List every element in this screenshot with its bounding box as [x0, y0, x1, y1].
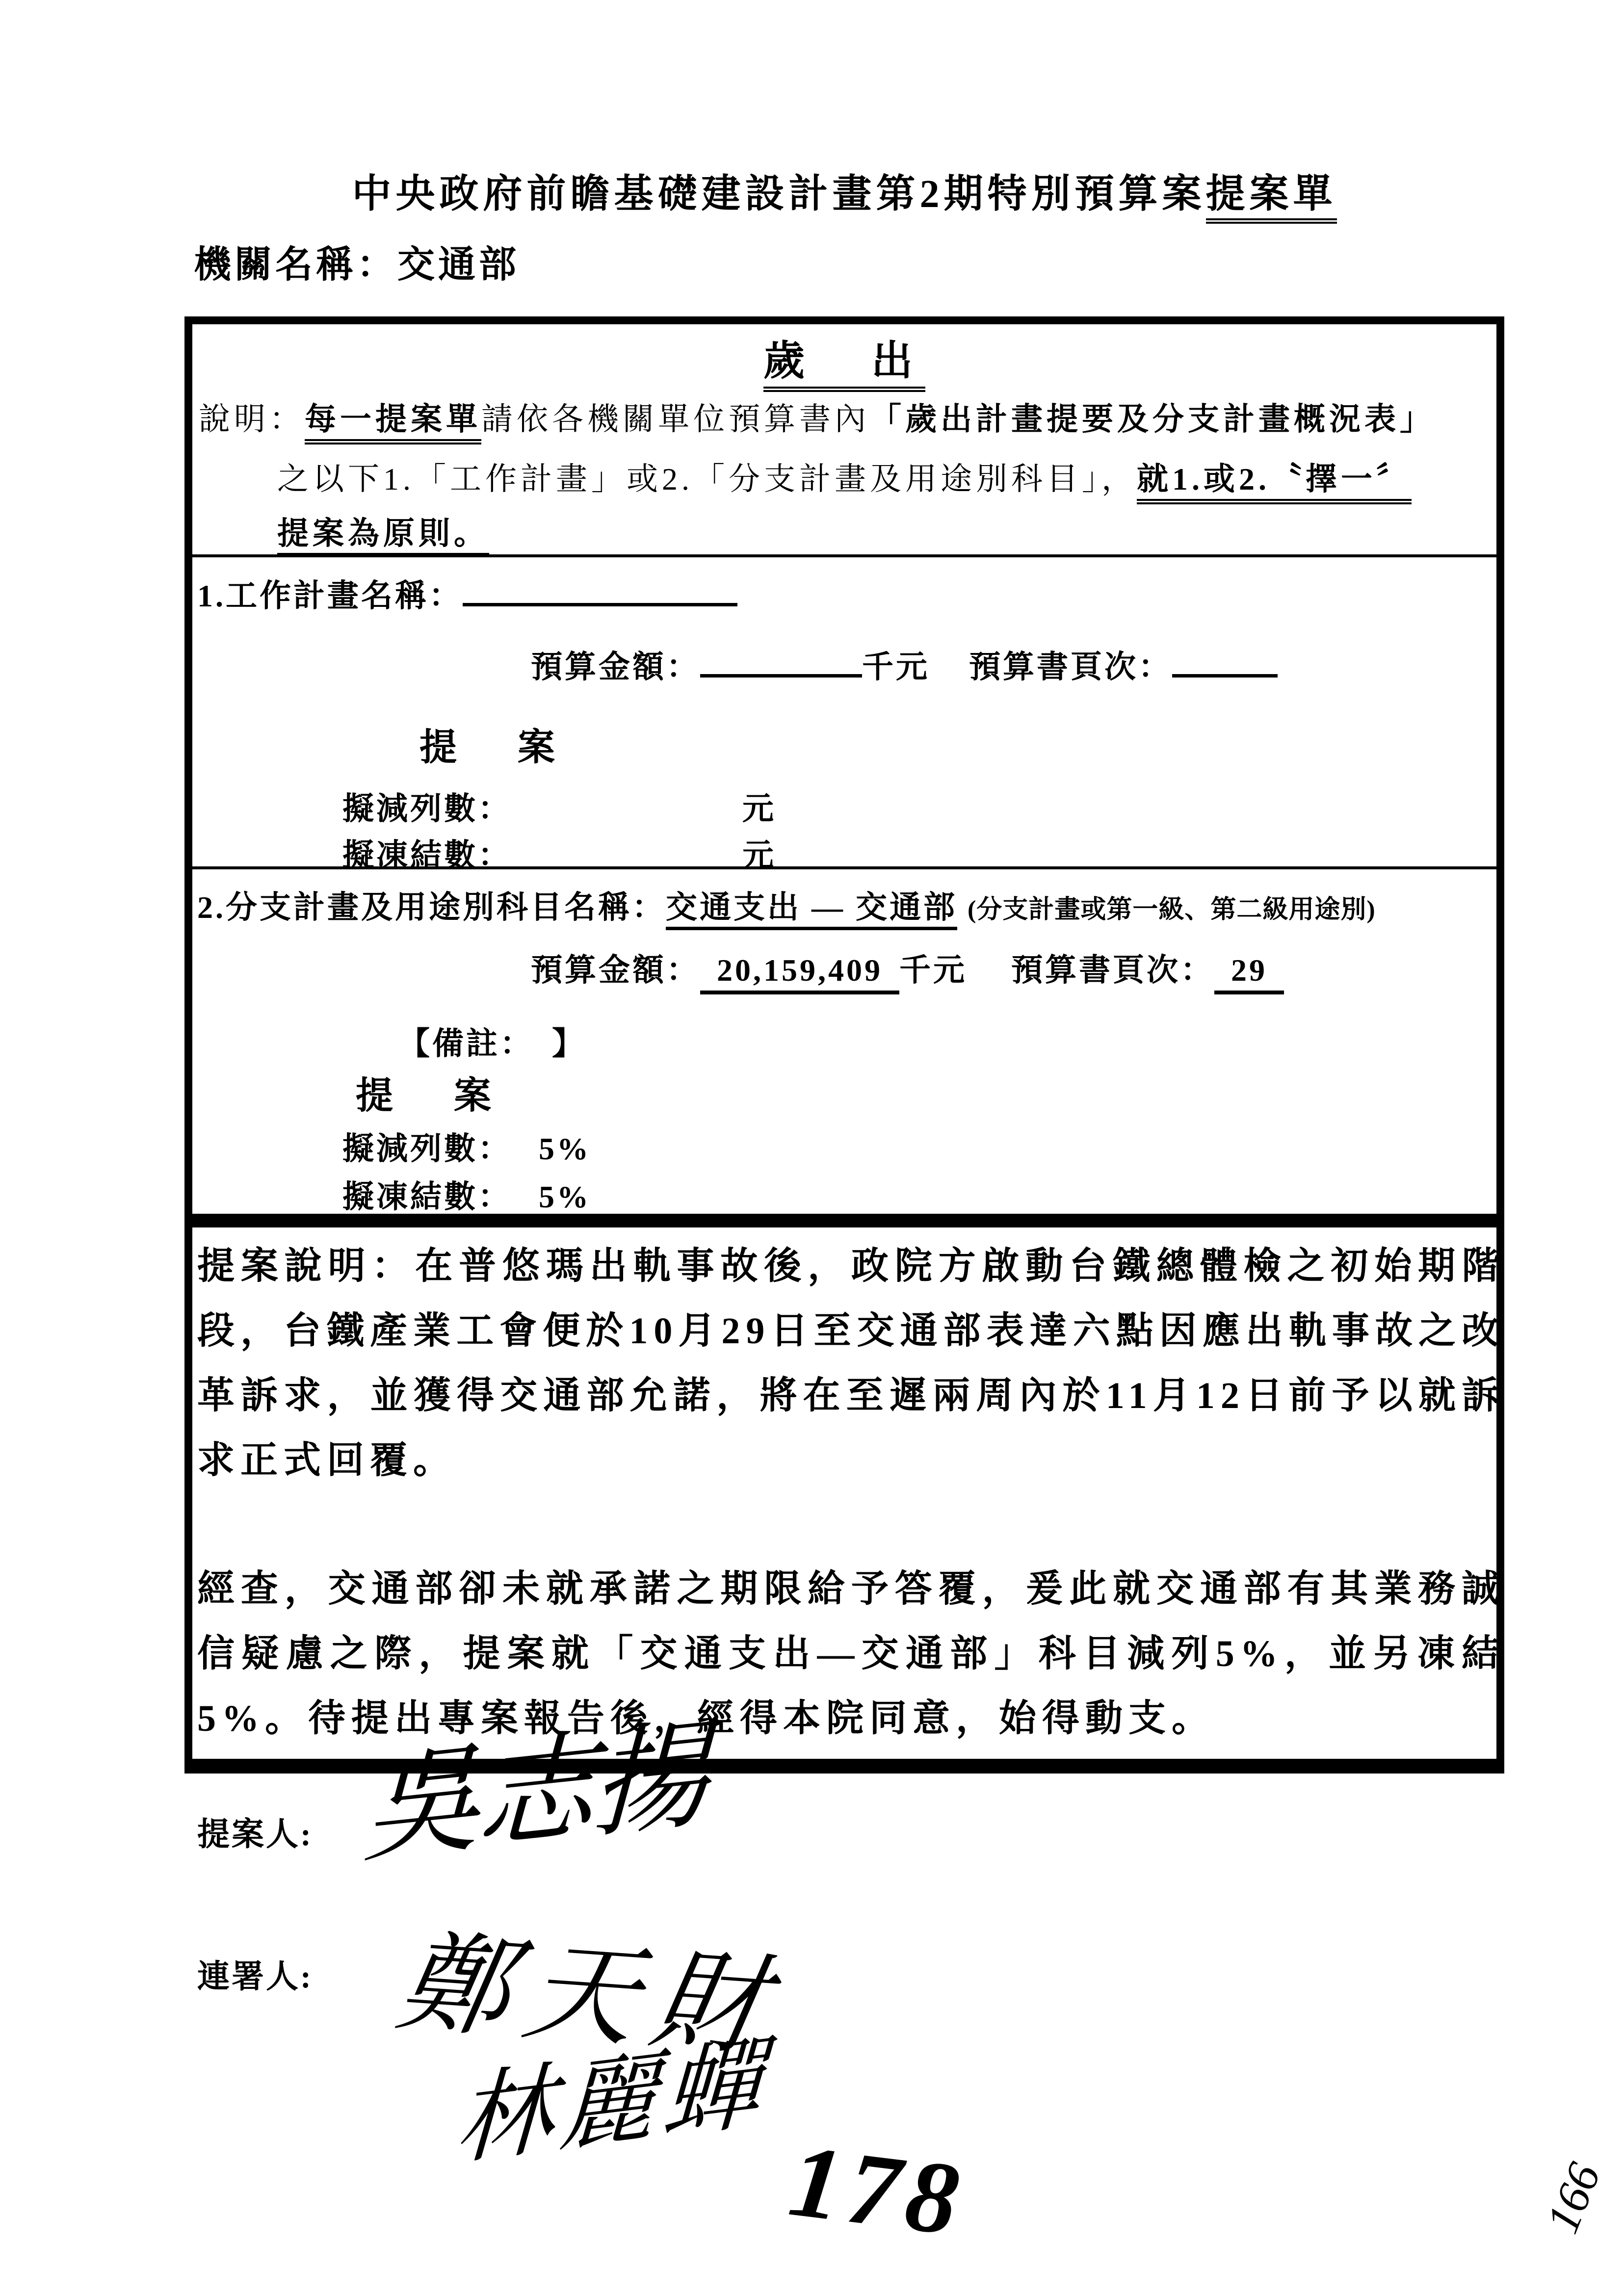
item2-cut-value: 5% [539, 1131, 591, 1166]
item1-cut-unit: 元 [742, 791, 776, 826]
item1-freeze-row [342, 830, 776, 875]
instruction-line-1 [199, 394, 1435, 439]
item2-freeze-value: 5% [539, 1179, 591, 1214]
item2-page-label: 預算書頁次： [1011, 953, 1214, 988]
item1-budget-unit: 千元 [862, 650, 930, 684]
item2-subject: 交通支出 — 交通部 [666, 890, 957, 930]
document-title-underlined: 提案單 [1206, 173, 1337, 224]
agency-line [194, 235, 520, 288]
item2-budget-unit: 千元 [899, 953, 967, 988]
agency-label: 機關名稱： [194, 244, 397, 286]
item1-freeze-unit: 元 [742, 838, 776, 873]
item2-subject-note: (分支計畫或第一級、第二級用途別) [968, 896, 1376, 924]
item1-budget-row [531, 642, 1278, 687]
item1-proposal-header: 提 案 [419, 727, 567, 768]
instruction-emphasis-2: 就1.或2.〝擇一〞 [1137, 462, 1412, 504]
item1-budget-label: 預算金額： [531, 650, 700, 684]
item1-cut-label: 擬減列數： [342, 791, 512, 826]
signature-cosigner-1: 鄭天財 [389, 1922, 791, 2070]
item2-cut-row [342, 1123, 591, 1169]
item2-name-label: 2.分支計畫及用途別科目名稱： [197, 890, 666, 925]
instruction-emphasis-3: 提案為原則。 [277, 516, 489, 556]
item1-freeze-label: 擬凍結數： [342, 838, 512, 873]
proposal-explanation [197, 1234, 1505, 1751]
agency-value: 交通部 [397, 244, 520, 286]
instruction-emphasis-1: 每一提案單 [305, 402, 481, 444]
instruction-text-2: 之以下1.「工作計畫」或2.「分支計畫及用途別科目」， [277, 462, 1137, 496]
item2-freeze-row [342, 1172, 591, 1217]
section-header-expenditure [184, 328, 1504, 387]
handwritten-tally-number: 178 [784, 2123, 971, 2258]
item2-budget-label: 預算金額： [531, 953, 700, 988]
explanation-paragraph-1: 提案說明：在普悠瑪出軌事故後，政院方啟動台鐵總體檢之初始期階段，台鐵產業工會便於10月29日至交通部表達六點因應出軌事故之改革訴求，並獲得交通部允諾，將在至遲兩周內於11月12日前予以就訴求正式回覆。 [197, 1246, 1505, 1481]
item1-cut-row [342, 783, 776, 829]
item1-name-blank [463, 574, 737, 606]
item1-name-label: 1.工作計畫名稱： [197, 578, 463, 613]
item2-budget-row [531, 945, 1284, 990]
document-title [184, 162, 1504, 218]
item2-budget-value: 20,159,409 [700, 953, 899, 994]
item1-page-label: 預算書頁次： [969, 650, 1172, 684]
item2-page-value: 29 [1214, 953, 1284, 994]
instruction-line-3 [277, 508, 489, 553]
explanation-paragraph-2: 經查，交通部卻未就承諾之期限給予答覆，爰此就交通部有其業務誠信疑慮之際，提案就「交通支出—交通部」科目減列5%，並另凍結5%。待提出專案報告後，經得本院同意，始得動支。 [197, 1568, 1505, 1739]
cosigner-label: 連署人: [197, 1959, 313, 1995]
item2-remark: 【備註： 】 [398, 1026, 586, 1061]
item1-name-row [197, 571, 737, 616]
item2-cut-label: 擬減列數： [342, 1131, 512, 1166]
item2-name-row [197, 882, 1376, 927]
signature-cosigner-2: 林麗蟬 [453, 2029, 769, 2177]
item1-page-blank [1172, 646, 1278, 678]
item2-proposal-header: 提 案 [356, 1075, 503, 1117]
instruction-text-1: 請依各機關單位預算書內 [481, 402, 870, 437]
signature-proposer: 吳志揚 [361, 1709, 708, 1877]
item1-budget-blank [700, 646, 862, 678]
instruction-quote: 「歲出計畫提要及分支計畫概況表」 [870, 402, 1435, 437]
proposer-label: 提案人: [197, 1817, 313, 1852]
instruction-line-2 [277, 454, 1412, 499]
instruction-label: 說明： [199, 402, 305, 437]
document-title-main: 中央政府前瞻基礎建設計畫第2期特別預算案 [352, 173, 1206, 216]
item2-freeze-label: 擬凍結數： [342, 1179, 512, 1214]
page-corner-number: 166 [1536, 2156, 1611, 2240]
section-header-text: 歲 出 [763, 339, 925, 392]
